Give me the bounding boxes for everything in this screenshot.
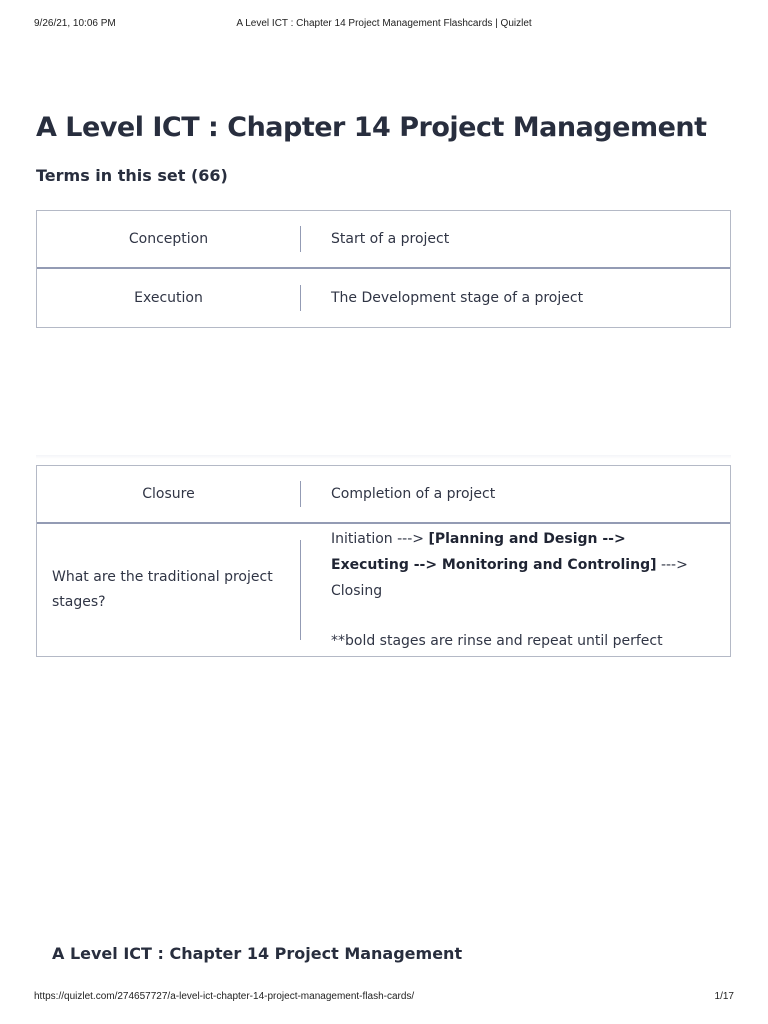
flashcard-row	[37, 211, 730, 269]
page-title: A Level ICT : Chapter 14 Project Management	[36, 112, 707, 143]
definition-post: ---> Closing	[331, 557, 688, 599]
terms-heading: Terms in this set (66)	[36, 166, 228, 185]
page-number: 1/17	[714, 991, 734, 1002]
flashcard-definition: Completion of a project	[331, 486, 496, 502]
flashcard-definition: Start of a project	[331, 231, 450, 247]
print-footer	[34, 991, 734, 1005]
definition-pre: Initiation --->	[331, 531, 429, 547]
flashcard-table	[36, 465, 731, 657]
print-document-title: A Level ICT : Chapter 14 Project Management Flashcards | Quizlet	[236, 18, 532, 29]
flashcard-term: What are the traditional project stages?	[52, 569, 273, 610]
flashcard-row	[37, 524, 730, 656]
flashcard-definition: The Development stage of a project	[331, 290, 584, 306]
footer-title: A Level ICT : Chapter 14 Project Management	[52, 944, 463, 963]
definition-bold-stages: [Planning and Design --> Executing --> Monitoring and Controling]	[331, 531, 657, 573]
print-url: https://quizlet.com/274657727/a-level-ict-chapter-14-project-management-flash-cards/	[34, 991, 415, 1002]
print-date: 9/26/21, 10:06 PM	[34, 18, 116, 29]
flashcard-row	[37, 466, 730, 524]
page-break-shadow	[36, 455, 731, 459]
print-header	[34, 18, 734, 32]
definition-note: **bold stages are rinse and repeat until perfect	[331, 633, 663, 649]
flashcard-row	[37, 269, 730, 327]
definition-stages	[331, 526, 690, 604]
flashcard-term: Execution	[134, 290, 203, 306]
flashcard-definition	[301, 526, 730, 654]
flashcard-term: Closure	[142, 486, 195, 502]
flashcard-table	[36, 210, 731, 328]
flashcard-term: Conception	[128, 231, 209, 247]
